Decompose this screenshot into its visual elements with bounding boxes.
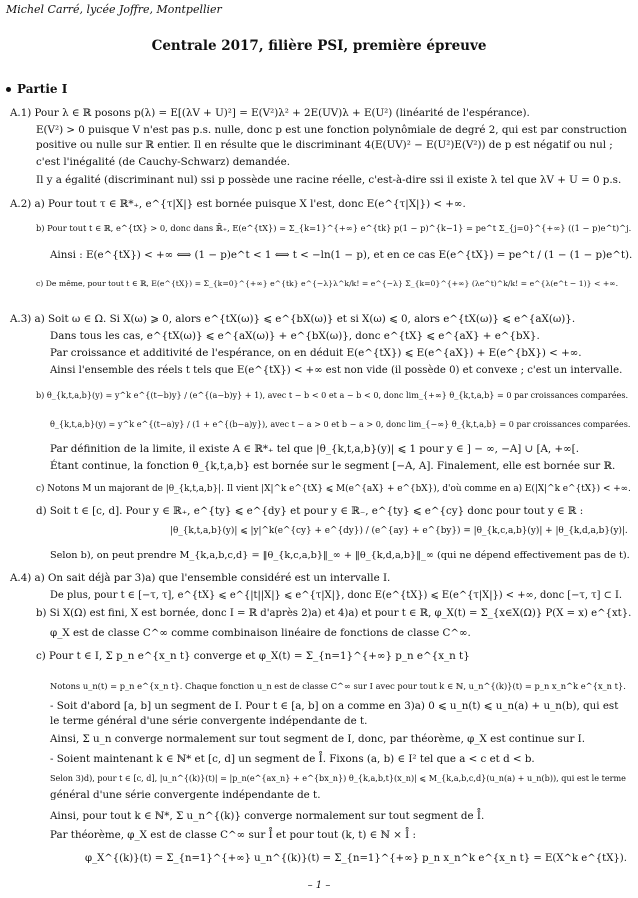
text-line: b) θ_{k,t,a,b}(y) = y^k e^{(t−b)y} / (e^{(a−b)y} + 1), avec t − b < 0 et a − b < 0, donc lim_{+∞} θ_{k,t,a,b} = 0 par croissances comparées. xyxy=(36,390,629,400)
text-line: Par définition de la limite, il existe A ∈ ℝ*₊ tel que |θ_{k,t,a,b}(y)| ⩽ 1 pour y ∈ ] − ∞, −A] ∪ [A, +∞[. xyxy=(50,443,579,455)
text-line: général d'une série convergente indépendante de t. xyxy=(50,789,321,801)
text-line: d) Soit t ∈ [c, d]. Pour y ∈ ℝ₊, e^{ty} ⩽ e^{dy} et pour y ∈ ℝ₋, e^{ty} ⩽ e^{cy} donc pour tout y ∈ ℝ : xyxy=(36,505,584,517)
text-line: c'est l'inégalité (de Cauchy-Schwarz) demandée. xyxy=(36,156,290,168)
text-line: Ainsi : E(e^{tX}) < +∞ ⟺ (1 − p)e^t < 1 ⟺ t < −ln(1 − p), et en ce cas E(e^{tX}) = pe^t / (1 − (1 − p)e^t). xyxy=(50,249,633,261)
text-line: positive ou nulle sur ℝ entier. Il en résulte que le discriminant 4(E(UV)² − E(U²)E(V²)) de p est négatif ou nul ; xyxy=(36,139,613,151)
text-line: - Soit d'abord [a, b] un segment de I. Pour t ∈ [a, b] on a comme en 3)a) 0 ⩽ u_n(t) ⩽ u_n(a) + u_n(b), qui est xyxy=(50,700,619,712)
text-line: Ainsi, Σ u_n converge normalement sur tout segment de I, donc, par théorème, φ_X est continue sur I. xyxy=(50,733,585,745)
text-line: De plus, pour t ∈ [−τ, τ], e^{tX} ⩽ e^{|t||X|} ⩽ e^{τ|X|}, donc E(e^{tX}) ⩽ E(e^{τ|X|}) < +∞, donc [−τ, τ] ⊂ I. xyxy=(50,590,623,601)
part-label: Partie I xyxy=(17,82,68,96)
text-line: c) Notons M un majorant de |θ_{k,t,a,b}|. Il vient |X|^k e^{tX} ⩽ M(e^{aX} + e^{bX}), d'où comme en a) E(|X|^k e^{tX}) < +∞. xyxy=(36,484,631,494)
text-line: Il y a égalité (discriminant nul) ssi p possède une racine réelle, c'est-à-dire ssi il existe λ tel que λV + U = 0 p.s. xyxy=(36,174,622,186)
text-line: θ_{k,t,a,b}(y) = y^k e^{(t−a)y} / (1 + e^{(b−a)y}), avec t − a > 0 et b − a > 0, donc lim_{−∞} θ_{k,t,a,b} = 0 par croissances comparées. xyxy=(50,419,631,429)
page-number: – 1 – xyxy=(307,880,331,891)
text-line: Selon 3)d), pour t ∈ [c, d], |u_n^{(k)}(t)| = |p_n(e^{ax_n} + e^{bx_n}) θ_{k,a,b,t}(x_n)| ⩽ M_{k,a,b,c,d}(u_n(a) + u_n(b)), qui est le terme xyxy=(50,773,626,783)
text-line: φ_X est de classe C^∞ comme combinaison linéaire de fonctions de classe C^∞. xyxy=(50,627,471,639)
text-line: Notons u_n(t) = p_n e^{x_n t}. Chaque fonction u_n est de classe C^∞ sur I avec pour tout k ∈ ℕ, u_n^{(k)}(t) = p_n x_n^k e^{x_n t}. xyxy=(50,681,626,691)
text-line: Étant continue, la fonction θ_{k,t,a,b} est bornée sur le segment [−A, A]. Finalement, elle est bornée sur ℝ. xyxy=(50,460,616,472)
text-line: Par croissance et additivité de l'espérance, on en déduit E(e^{tX}) ⩽ E(e^{aX}) + E(e^{bX}) < +∞. xyxy=(50,347,582,359)
author-line: Michel Carré, lycée Joffre, Montpellier xyxy=(6,3,222,16)
text-line: Ainsi l'ensemble des réels t tels que E(e^{tX}) < +∞ est non vide (il possède 0) et convexe ; c'est un intervalle. xyxy=(50,365,623,376)
document-title: Centrale 2017, filière PSI, première épreuve xyxy=(151,38,487,54)
text-line: Par théorème, φ_X est de classe C^∞ sur I̊ et pour tout (k, t) ∈ ℕ × I̊ : xyxy=(50,829,416,841)
text-line: φ_X^{(k)}(t) = Σ_{n=1}^{+∞} u_n^{(k)}(t) = Σ_{n=1}^{+∞} p_n x_n^k e^{x_n t} = E(X^k e^{tX}). xyxy=(85,853,627,864)
text-line: b) Si X(Ω) est fini, X est bornée, donc I = ℝ d'après 2)a) et 4)a) et pour t ∈ ℝ, φ_X(t) = Σ_{x∈X(Ω)} P(X = x) e^{xt}. xyxy=(36,608,632,619)
text-line: A.2) a) Pour tout τ ∈ ℝ*₊, e^{τ|X|} est bornée puisque X l'est, donc E(e^{τ|X|}) < +∞. xyxy=(10,198,466,210)
text-line: A.4) a) On sait déjà par 3)a) que l'ensemble considéré est un intervalle I. xyxy=(10,572,391,584)
text-line: |θ_{k,t,a,b}(y)| ⩽ |y|^k(e^{cy} + e^{dy}) / (e^{ay} + e^{by}) = |θ_{k,c,a,b}(y)| + |θ_{k,d,a,b}(y)|. xyxy=(170,526,628,536)
text-line: le terme général d'une série convergente indépendante de t. xyxy=(50,715,368,727)
text-line: Selon b), on peut prendre M_{k,a,b,c,d} = ‖θ_{k,c,a,b}‖_∞ + ‖θ_{k,d,a,b}‖_∞ (qui ne dépend effectivement pas de t). xyxy=(50,550,630,561)
text-line: - Soient maintenant k ∈ ℕ* et [c, d] un segment de I̊. Fixons (a, b) ∈ I² tel que a < c et d < b. xyxy=(50,753,535,765)
text-line: Ainsi, pour tout k ∈ ℕ*, Σ u_n^{(k)} converge normalement sur tout segment de I̊. xyxy=(50,810,485,822)
text-line: c) De même, pour tout t ∈ ℝ, E(e^{tX}) = Σ_{k=0}^{+∞} e^{tk} e^{−λ}λ^k/k! = e^{−λ} Σ_{k=0}^{+∞} (λe^t)^k/k! = e^{λ(e^t − 1)} < +∞. xyxy=(36,279,619,288)
text-line: A.3) a) Soit ω ∈ Ω. Si X(ω) ⩾ 0, alors e^{tX(ω)} ⩽ e^{bX(ω)} et si X(ω) ⩽ 0, alors e^{tX(ω)} ⩽ e^{aX(ω)}. xyxy=(10,313,576,325)
text-line: b) Pour tout t ∈ ℝ, e^{tX} > 0, donc dans ℝ̄₊, E(e^{tX}) = Σ_{k=1}^{+∞} e^{tk} p(1 − p)^{k−1} = pe^t Σ_{j=0}^{+∞} ((1 − p)e^t)^j. xyxy=(36,223,632,233)
text-line: A.1) Pour λ ∈ ℝ posons p(λ) = E[(λV + U)²] = E(V²)λ² + 2E(UV)λ + E(U²) (linéarité de l'espérance). xyxy=(10,107,530,119)
part-heading xyxy=(6,82,67,96)
bullet-icon xyxy=(6,87,11,92)
text-line: E(V²) > 0 puisque V n'est pas p.s. nulle, donc p est une fonction polynômiale de degré 2, qui est par construction xyxy=(36,124,627,136)
text-line: c) Pour t ∈ I, Σ p_n e^{x_n t} converge et φ_X(t) = Σ_{n=1}^{+∞} p_n e^{x_n t} xyxy=(36,650,470,662)
text-line: Dans tous les cas, e^{tX(ω)} ⩽ e^{aX(ω)} + e^{bX(ω)}, donc e^{tX} ⩽ e^{aX} + e^{bX}. xyxy=(50,330,540,342)
